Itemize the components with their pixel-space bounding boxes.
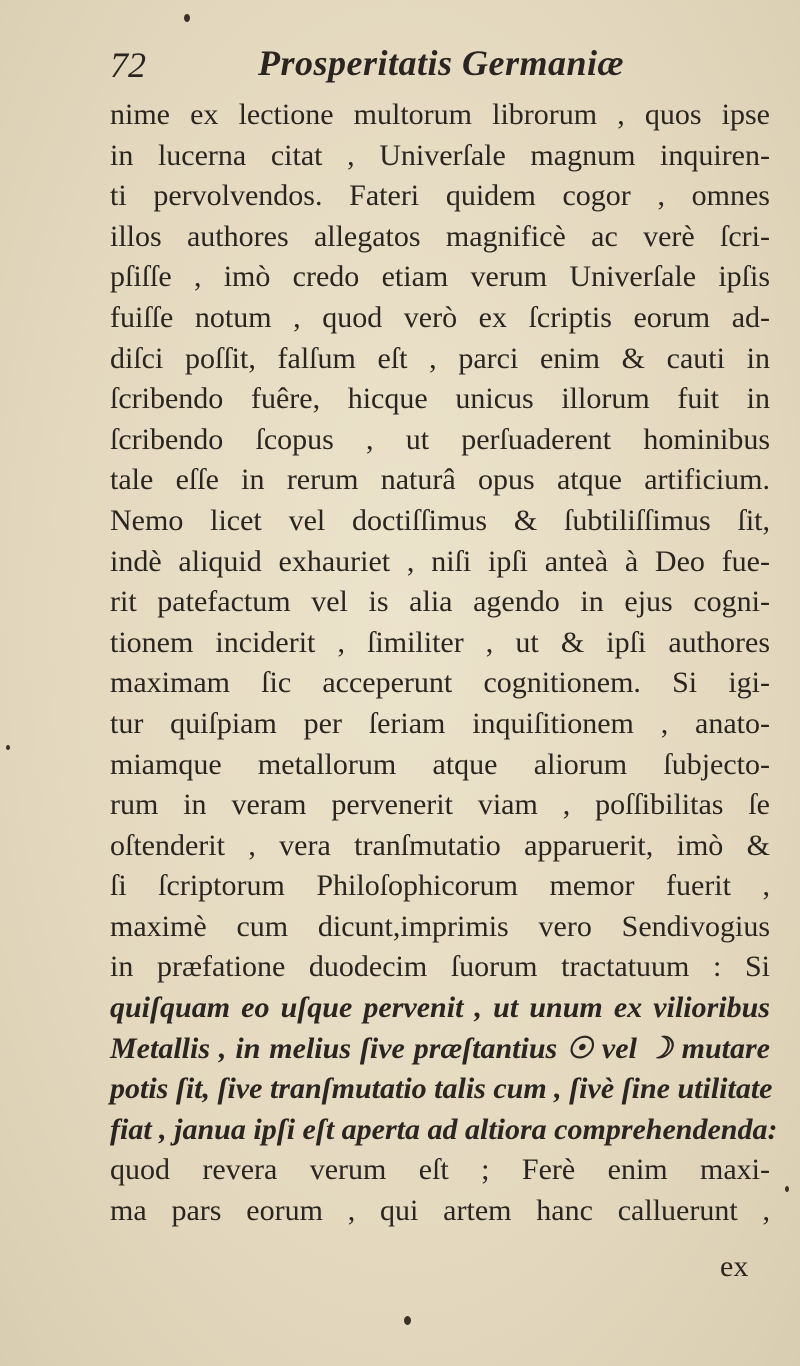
- text-line: rit patefactum vel is alia agendo in ejus cogni-: [110, 585, 770, 619]
- text-line: maximam ſic acceperunt cognitionem. Si igi-: [110, 666, 770, 700]
- text-line: diſci poſſit, falſum eſt , parci enim & cauti in: [110, 341, 770, 375]
- italic-quote-line: potis ſit, ſive tranſmutatio talis cum , ſivè ſine utilitate: [110, 1072, 773, 1106]
- text-line: ma pars eorum , qui artem hanc calluerunt ,: [110, 1194, 770, 1228]
- text-line: in præfatione duodecim ſuorum tractatuum : Si: [110, 950, 770, 984]
- text-line: indè aliquid exhauriet , niſi ipſi anteà à Deo fue-: [110, 544, 770, 578]
- text-line: nime ex lectione multorum librorum , quos ipse: [110, 98, 770, 131]
- italic-quote-line: quiſquam eo uſque pervenit , ut unum ex vilioribus: [110, 991, 770, 1025]
- body-text: [110, 95, 778, 1232]
- text-line: Nemo licet vel doctiſſimus & ſubtiliſſimus ſit,: [110, 503, 770, 537]
- text-line: quod revera verum eſt ; Ferè enim maxi-: [110, 1153, 770, 1187]
- catchword: ex: [720, 1250, 749, 1283]
- ink-speck: [6, 745, 10, 750]
- italic-quote-line: fiat , janua ipſi eſt aperta ad altiora comprehendenda:: [110, 1112, 778, 1146]
- text-line: tur quiſpiam per ſeriam inquiſitionem , anato-: [110, 706, 770, 740]
- text-line: fuiſſe notum , quod verò ex ſcriptis eorum ad-: [110, 300, 770, 334]
- text-line: in lucerna citat , Univerſale magnum inquiren-: [110, 138, 770, 172]
- text-line: ſcribendo fuêre, hicque unicus illorum fuit in: [110, 382, 770, 416]
- text-line: ſi ſcriptorum Philoſophicorum memor fuerit ,: [110, 869, 770, 903]
- page-header: [110, 42, 770, 92]
- text-line: rum in veram pervenerit viam , poſſibilitas ſe: [110, 788, 770, 822]
- ink-speck: [184, 14, 190, 22]
- text-line: tionem inciderit , ſimiliter , ut & ipſi authores: [110, 625, 770, 659]
- text-line: oſtenderit , vera tranſmutatio apparuerit, imò &: [110, 828, 770, 862]
- running-title: Prosperitatis Germaniæ: [258, 43, 625, 83]
- text-line: maximè cum dicunt,imprimis vero Sendivogius: [110, 909, 770, 943]
- text-line: ſcribendo ſcopus , ut perſuaderent hominibus: [110, 422, 770, 456]
- italic-quote-line: Metallis , in melius ſive præſtantius ☉ vel ☽ mutare: [110, 1031, 770, 1065]
- ink-speck: [404, 1316, 411, 1325]
- text-line: tale eſſe in rerum naturâ opus atque artificium.: [110, 463, 770, 497]
- page-number: 72: [110, 45, 146, 85]
- text-line: illos authores allegatos magnificè ac verè ſcri-: [110, 219, 770, 253]
- ink-speck: [785, 1186, 789, 1192]
- text-line: miamque metallorum atque aliorum ſubjecto-: [110, 747, 770, 781]
- text-line: ti pervolvendos. Fateri quidem cogor , omnes: [110, 179, 770, 213]
- text-line: pſiſſe , imò credo etiam verum Univerſale ipſis: [110, 260, 770, 294]
